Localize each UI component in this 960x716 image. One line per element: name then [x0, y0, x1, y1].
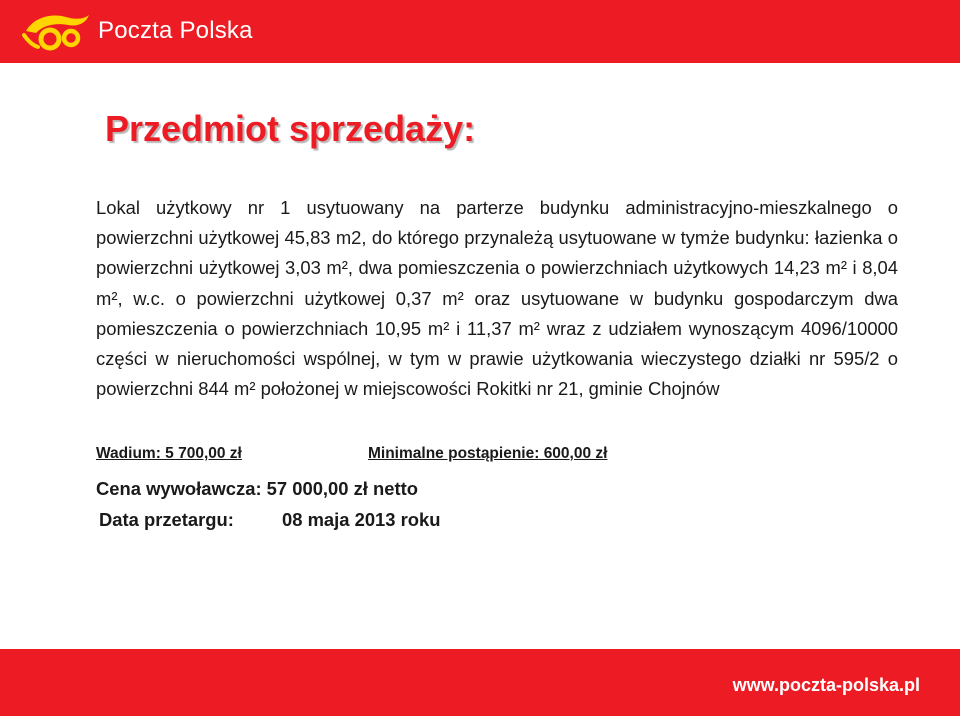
header-bar: [0, 0, 960, 63]
starting-price: Cena wywoławcza: 57 000,00 zł netto: [96, 478, 418, 499]
min-increment-label: Minimalne postąpienie: 600,00 zł: [368, 445, 608, 462]
brand-name: Poczta Polska: [98, 17, 253, 44]
footer-url[interactable]: www.poczta-polska.pl: [732, 675, 920, 695]
property-description: Lokal użytkowy nr 1 usytuowany na parterze budynku administracyjno-mieszkalnego o powierzchni użytkowej 45,83 m2, do którego przynależą usytuowane w tymże budynku: łazienka o powierzchni użytkowej 3,03 m², dwa pomieszczenia o powierzchniach użytkowych 14,23 m² i 8,04 m², w.c. o powierzchni użytkowej 0,37 m² oraz usytuowane w budynku gospodarczym dwa pomieszczenia o powierzchniach 10,95 m² i 11,37 m² wraz z udziałem wynoszącym 4096/10000 części w nieruchomości wspólnej, w tym w prawie użytkowania wieczystego działki nr 595/2 o powierzchni 844 m² położonej w miejscowości Rokitki nr 21, gminie Chojnów: [96, 197, 898, 400]
brand-logo: [22, 11, 262, 53]
wadium-label: Wadium: 5 700,00 zł: [96, 445, 242, 462]
post-horn-icon: [22, 11, 92, 53]
auction-date-label: Data przetargu:: [99, 509, 234, 530]
page-title: Przedmiot sprzedaży:: [105, 108, 476, 149]
auction-date-value: 08 maja 2013 roku: [282, 509, 441, 530]
